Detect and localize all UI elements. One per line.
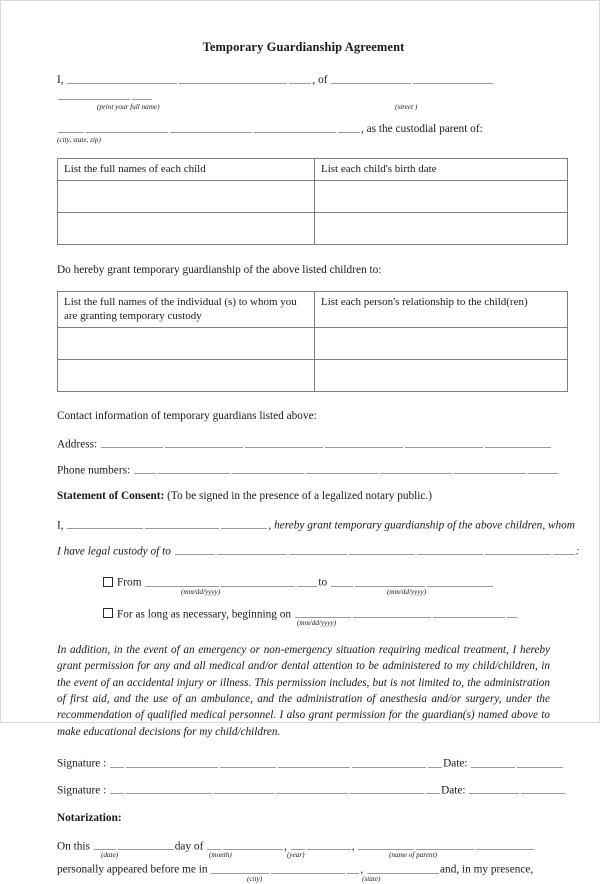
- date-field-2[interactable]: [469, 783, 519, 794]
- consent-name-field-3[interactable]: [221, 518, 267, 529]
- city-state-zip-field-5[interactable]: [338, 122, 360, 133]
- date-label-2: Date:: [441, 783, 466, 796]
- as-long-as-label: For as long as necessary, beginning on: [117, 608, 292, 621]
- guardians-table-header-names: List the full names of the individual (s) to whom you are granting temporary custody: [58, 291, 315, 327]
- custody-field-4[interactable]: [349, 544, 415, 555]
- signature-field-1b[interactable]: [126, 756, 218, 767]
- beginning-date-field-2[interactable]: [353, 607, 431, 618]
- table-header-row: [58, 291, 568, 327]
- day-of-label: day of: [174, 840, 204, 853]
- signature-line-2: [57, 783, 550, 796]
- notary-city-field-2[interactable]: [271, 862, 345, 873]
- custodial-parent-tail: , as the custodial parent of:: [361, 123, 483, 136]
- table-row: [58, 359, 568, 391]
- intro-name-street-line: [57, 72, 550, 104]
- from-label: From: [117, 576, 142, 589]
- children-table-header-birthdate: List each child's birth date: [315, 159, 568, 181]
- statement-of-consent-heading: [57, 488, 550, 504]
- table-header-row: [58, 159, 568, 181]
- children-row-2-name[interactable]: [58, 212, 315, 244]
- guardian-row-1-relationship[interactable]: [315, 327, 568, 359]
- from-date-field[interactable]: [145, 575, 219, 586]
- signature-label-1: Signature :: [57, 757, 107, 770]
- table-row: [58, 180, 568, 212]
- beginning-date-field-4[interactable]: [507, 607, 517, 618]
- notarization-hints-row-2: [57, 875, 550, 884]
- notary-year-field-2[interactable]: [307, 839, 351, 850]
- signature-field-1[interactable]: [110, 756, 124, 767]
- address-line: [57, 437, 550, 450]
- consent-custody-text: I have legal custody of to: [57, 545, 171, 558]
- notary-parent-field-3[interactable]: [476, 839, 534, 850]
- duration-from-hints: [57, 588, 550, 597]
- custody-field-2[interactable]: [217, 544, 287, 555]
- city-state-zip-field-2[interactable]: [86, 122, 168, 133]
- city-state-zip-field-3[interactable]: [170, 122, 252, 133]
- guardian-row-2-relationship[interactable]: [315, 359, 568, 391]
- consent-heading-rest: (To be signed in the presence of a legalized notary public.): [164, 490, 433, 503]
- address-label: Address:: [57, 438, 98, 451]
- phone-field-6[interactable]: [454, 463, 526, 474]
- notary-date-field[interactable]: [94, 839, 116, 850]
- custody-field-6[interactable]: [485, 544, 551, 555]
- street-field[interactable]: [331, 73, 411, 84]
- intro-hints-row-2: [57, 136, 550, 145]
- page-title: Temporary Guardianship Agreement: [202, 40, 405, 54]
- signature-label-2: Signature :: [57, 783, 107, 796]
- full-name-field-2[interactable]: [179, 73, 287, 84]
- address-field-6[interactable]: [485, 437, 551, 448]
- from-date-hint: (mm/dd/yyyy): [181, 587, 221, 596]
- checkbox-from[interactable]: [103, 577, 113, 587]
- city-state-zip-field[interactable]: [58, 122, 84, 133]
- signature-field-1e[interactable]: [352, 756, 426, 767]
- notary-date-hint: (date): [101, 851, 119, 860]
- notary-state-hint: (state): [362, 874, 381, 883]
- signature-field-2f[interactable]: [426, 783, 440, 794]
- custody-field-3[interactable]: [289, 544, 347, 555]
- guardians-table-header-relationship: List each person's relationship to the child(ren): [315, 291, 568, 327]
- date-field-1[interactable]: [471, 756, 515, 767]
- appeared-before-me-label: personally appeared before me in: [57, 863, 208, 876]
- full-name-field-3[interactable]: [289, 73, 311, 84]
- custody-field-5[interactable]: [417, 544, 483, 555]
- guardians-table: [57, 291, 568, 392]
- duration-aslong-hints: [57, 619, 550, 628]
- notary-month-field-2[interactable]: [223, 839, 283, 850]
- notary-state-field[interactable]: [367, 862, 439, 873]
- address-field[interactable]: [101, 437, 163, 448]
- phone-field-4[interactable]: [306, 463, 378, 474]
- children-row-1-birthdate[interactable]: [315, 180, 568, 212]
- table-row: [58, 327, 568, 359]
- signature-line-1: [57, 756, 550, 769]
- date-label-1: Date:: [443, 757, 468, 770]
- consent-custody-line: [57, 544, 580, 558]
- signature-field-2c[interactable]: [214, 783, 274, 794]
- to-date-field[interactable]: [331, 575, 353, 586]
- city-state-zip-hint: (city, state, zip): [57, 136, 101, 145]
- notary-city-field[interactable]: [211, 862, 269, 873]
- guardian-row-2-name[interactable]: [58, 359, 315, 391]
- intro-of-label: , of: [312, 74, 328, 86]
- children-row-2-birthdate[interactable]: [315, 212, 568, 244]
- custody-field[interactable]: [175, 544, 215, 555]
- phone-line: [57, 463, 550, 476]
- signature-field-2e[interactable]: [350, 783, 424, 794]
- notary-parent-field-2[interactable]: [416, 839, 474, 850]
- contact-heading: Contact information of temporary guardians listed above:: [57, 409, 317, 422]
- address-field-3[interactable]: [245, 437, 323, 448]
- consent-name-line: [57, 518, 575, 531]
- notary-comma-1: ,: [284, 840, 287, 853]
- intro-hints-row-1: [57, 103, 550, 112]
- notary-date-field-2[interactable]: [118, 839, 174, 850]
- children-row-1-name[interactable]: [58, 180, 315, 212]
- notarization-hints-row-1: [57, 851, 550, 860]
- phone-field-3[interactable]: [232, 463, 304, 474]
- consent-heading-bold: Statement of Consent:: [57, 490, 165, 503]
- signature-field-1d[interactable]: [278, 756, 350, 767]
- from-date-field-2[interactable]: [221, 575, 295, 586]
- children-table: [57, 158, 568, 245]
- beginning-date-field-3[interactable]: [433, 607, 505, 618]
- address-field-5[interactable]: [405, 437, 483, 448]
- consent-grant-text: , hereby grant temporary guardianship of the above children, whom: [268, 518, 575, 531]
- notary-year-hint: (year): [287, 851, 305, 860]
- signature-field-1c[interactable]: [220, 756, 276, 767]
- phone-field-7[interactable]: [528, 463, 558, 474]
- consent-name-field[interactable]: [67, 518, 143, 529]
- to-label: to: [318, 576, 328, 589]
- signature-field-2[interactable]: [110, 783, 124, 794]
- phone-field[interactable]: [134, 463, 156, 474]
- date-field-2b[interactable]: [521, 783, 565, 794]
- consent-custody-tail: :: [575, 545, 580, 558]
- notarization-appearance-line: [57, 862, 550, 875]
- address-field-4[interactable]: [325, 437, 403, 448]
- notary-city-hint: (city): [247, 874, 263, 883]
- notary-month-hint: (month): [209, 851, 232, 860]
- notary-year-field[interactable]: [291, 839, 305, 850]
- on-this-label: On this: [57, 840, 90, 853]
- print-name-hint: (print your full name): [97, 103, 160, 112]
- children-table-header-names: List the full names of each child: [58, 159, 315, 181]
- duration-from-row: [57, 575, 550, 588]
- intro-i-label: I,: [57, 74, 64, 86]
- city-state-zip-field-4[interactable]: [254, 122, 336, 133]
- notary-name-of-parent-hint: (name of parent): [389, 851, 438, 860]
- signature-field-1f[interactable]: [428, 756, 442, 767]
- notary-parent-field[interactable]: [358, 839, 414, 850]
- full-name-field[interactable]: [67, 73, 177, 84]
- street-field-4[interactable]: [132, 89, 152, 100]
- beginning-date-field[interactable]: [295, 607, 351, 618]
- notary-tail-text: and, in my presence,: [440, 863, 534, 876]
- phone-field-2[interactable]: [158, 463, 230, 474]
- signature-field-2b[interactable]: [126, 783, 212, 794]
- street-field-2[interactable]: [413, 73, 493, 84]
- phone-label: Phone numbers:: [57, 464, 131, 477]
- notary-month-field[interactable]: [207, 839, 221, 850]
- to-date-field-3[interactable]: [427, 575, 493, 586]
- street-field-3[interactable]: [58, 89, 130, 100]
- notary-comma-3: ,: [360, 863, 364, 876]
- notary-comma-2: ,: [351, 840, 355, 853]
- custody-field-7[interactable]: [553, 544, 575, 555]
- duration-aslong-row: [57, 607, 550, 620]
- notarization-date-line: [57, 839, 550, 852]
- to-date-hint: (mm/dd/yyyy): [387, 587, 427, 596]
- to-date-field-2[interactable]: [355, 575, 425, 586]
- checkbox-as-long-as-necessary[interactable]: [103, 608, 113, 618]
- medical-permission-paragraph: In addition, in the event of an emergency or non-emergency situation requiring medical treatment, I hereby grant permission for any and all medical and/or dental attention to be administered to my child/children, in the event of an accidental injury or illness. This permission includes, but is not limited to, the administration of first aid, and the use of an ambulance, and the administration of anesthesia and/or surgery, under the recommendation of qualified medical personnel. I also grant permission for the guardian(s) named above to make educational decisions for my child/children.: [57, 644, 550, 738]
- notarization-heading: Notarization:: [57, 811, 122, 824]
- grant-guardianship-line: Do hereby grant temporary guardianship of the above listed children to:: [57, 263, 382, 276]
- date-field-1b[interactable]: [517, 756, 563, 767]
- table-row: [58, 212, 568, 244]
- address-field-2[interactable]: [165, 437, 243, 448]
- consent-i-label: I,: [57, 518, 64, 531]
- phone-field-5[interactable]: [380, 463, 452, 474]
- guardian-row-1-name[interactable]: [58, 327, 315, 359]
- consent-name-field-2[interactable]: [145, 518, 219, 529]
- notary-city-field-3[interactable]: [347, 862, 359, 873]
- street-hint: (street ): [395, 103, 418, 112]
- signature-field-2d[interactable]: [276, 783, 348, 794]
- from-date-field-3[interactable]: [297, 575, 317, 586]
- intro-city-line: [57, 121, 550, 137]
- beginning-date-hint: (mm/dd/yyyy): [297, 619, 337, 628]
